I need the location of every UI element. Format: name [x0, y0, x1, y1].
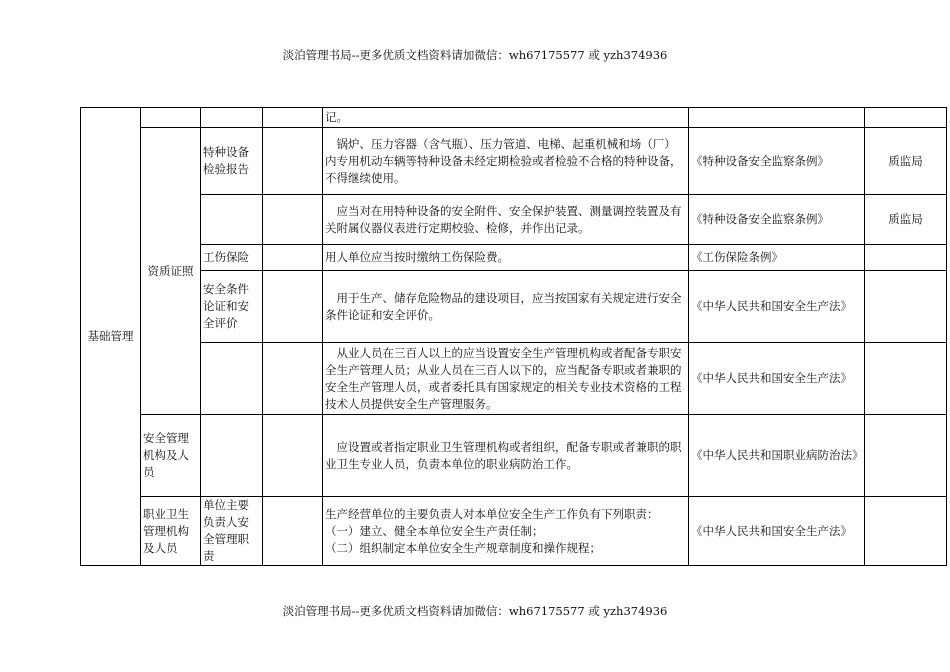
- requirement-cell: 记。: [323, 108, 689, 128]
- table-row: [81, 343, 947, 415]
- law-cell: 《中华人民共和国安全生产法》: [689, 497, 865, 566]
- requirement-cell: 用于生产、储存危险物品的建设项目，应当按国家有关规定进行安全条件论证和安全评价。: [323, 271, 689, 343]
- requirement-line: （二）组织制定本单位安全生产规章制度和操作规程；: [325, 540, 601, 555]
- item-cell: [201, 343, 263, 415]
- table-row: [81, 415, 947, 497]
- item-cell: [201, 108, 263, 128]
- dept-cell: 质监局: [865, 195, 947, 245]
- group-cell-qualification: 资质证照: [141, 128, 201, 415]
- table-row: [81, 245, 947, 271]
- sub-item-cell: [263, 415, 323, 497]
- group-cell: [141, 108, 201, 128]
- law-cell: 《特种设备安全监察条例》: [689, 128, 865, 195]
- requirement-cell: 应当对在用特种设备的安全附件、安全保护装置、测量调控装置及有关附属仪器仪表进行定期校验、检修，并作出记录。: [323, 195, 689, 245]
- requirement-cell: 锅炉、压力容器（含气瓶）、压力管道、电梯、起重机械和场（厂）内专用机动车辆等特种设备未经定期检验或者检验不合格的特种设备，不得继续使用。: [323, 128, 689, 195]
- item-cell: 特种设备检验报告: [201, 128, 263, 195]
- dept-cell: [865, 343, 947, 415]
- item-cell: 单位主要负责人安全管理职责: [201, 497, 263, 566]
- table-row: [81, 108, 947, 128]
- group-cell-safety-org: 安全管理机构及人员: [141, 415, 201, 497]
- requirement-cell: 应设置或者指定职业卫生管理机构或者组织，配备专职或者兼职的职业卫生专业人员，负责本单位的职业病防治工作。: [323, 415, 689, 497]
- law-cell: 《中华人民共和国安全生产法》: [689, 271, 865, 343]
- dept-cell: [865, 415, 947, 497]
- sub-item-cell: [263, 108, 323, 128]
- requirement-cell: 从业人员在三百人以上的应当设置安全生产管理机构或者配备专职安全生产管理人员；从业人员在三百人以下的，应当配备专职或者兼职的安全生产管理人员，或者委托具有国家规定的相关专业技术资格的工程技术人员提供安全生产管理服务。: [323, 343, 689, 415]
- law-cell: 《特种设备安全监察条例》: [689, 195, 865, 245]
- sub-item-cell: [263, 497, 323, 566]
- group-cell-occ-health-org: 职业卫生管理机构及人员: [141, 497, 201, 566]
- sub-item-cell: [263, 245, 323, 271]
- sub-item-cell: [263, 271, 323, 343]
- dept-cell: 质监局: [865, 128, 947, 195]
- dept-cell: [865, 497, 947, 566]
- item-cell: 安全条件论证和安全评价: [201, 271, 263, 343]
- category-cell: 基础管理: [81, 108, 141, 566]
- requirement-cell: 用人单位应当按时缴纳工伤保险费。: [323, 245, 689, 271]
- dept-cell: [865, 108, 947, 128]
- law-cell: 《中华人民共和国安全生产法》: [689, 343, 865, 415]
- table-row: [81, 128, 947, 195]
- page-header: 淡泊管理书局--更多优质文档资料请加微信：wh67175577 或 yzh374936: [282, 48, 668, 62]
- dept-cell: [865, 271, 947, 343]
- law-cell: 《中华人民共和国职业病防治法》: [689, 415, 865, 497]
- requirement-cell: [323, 497, 689, 566]
- item-cell: 工伤保险: [201, 245, 263, 271]
- sub-item-cell: [263, 195, 323, 245]
- requirement-line: 生产经营单位的主要负责人对本单位安全生产工作负有下列职责：: [325, 506, 659, 521]
- page-footer: 淡泊管理书局--更多优质文档资料请加微信：wh67175577 或 yzh374936: [282, 604, 668, 618]
- regulation-table: [80, 107, 947, 566]
- item-cell: [201, 415, 263, 497]
- table-row: [81, 195, 947, 245]
- law-cell: 《工伤保险条例》: [689, 245, 865, 271]
- table-row: [81, 497, 947, 566]
- dept-cell: [865, 245, 947, 271]
- item-cell: [201, 195, 263, 245]
- sub-item-cell: [263, 343, 323, 415]
- requirement-line: （一）建立、健全本单位安全生产责任制；: [325, 523, 544, 538]
- sub-item-cell: [263, 128, 323, 195]
- table-row: [81, 271, 947, 343]
- law-cell: [689, 108, 865, 128]
